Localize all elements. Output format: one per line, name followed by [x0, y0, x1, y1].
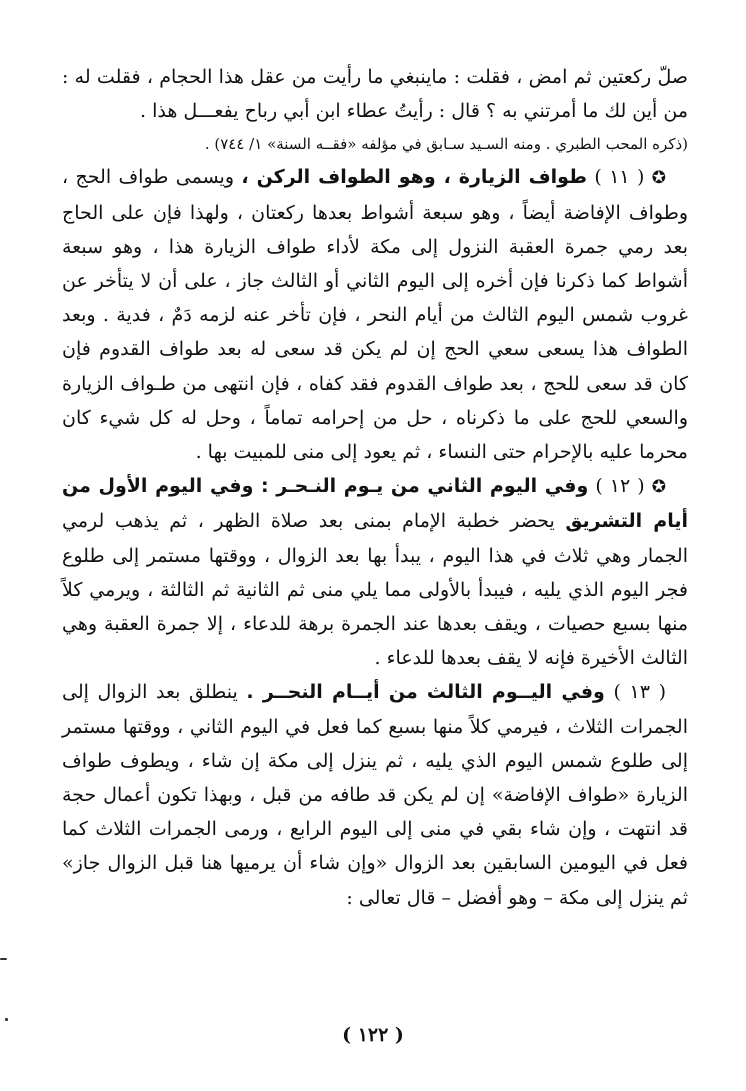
citation-note-text: (ذكره المحب الطبري . ومنه السـيد سـابق في مؤلفه «فقــه السنة» ١/ ٧٤٤) .	[204, 135, 688, 154]
section-11-text: ويسمى طواف الحج ، وطواف الإفاضة أيضاً ، وهو سبعة أشواط بعدها ركعتان ، ولهذا فإن على الحاج بعد رمي جمرة العقبة النزول إلى مكة لأداء طواف الزيارة هذا ، وهو سبعة أشواط كما ذكرنا فإن أخره إلى اليوم الثاني أو الثالث جاز ، على أن لا يتأخر عن غروب شمس اليوم الثالث من أيام النحر ، فإن تأخر عنه لزمه دَمٌ ، فدية . وبعد الطواف هذا يسعى سعي الحج إن لم يكن قد سعى له بعد طواف القدوم فإن كان قد سعى للحج ، بعد طواف القدوم فقد كفاه ، فإن انتهى من طـواف الزيارة والسعي للحج على ما ذكرناه ، حل من إحرامه تماماً ، وحل له كل شيء كان محرما عليه بالإحرام حتى النساء ، ثم يعود إلى منى للمبيت بها .	[62, 166, 688, 464]
section-12-number: ( ١٢ )	[595, 475, 645, 498]
scan-artifact-mark	[5, 1018, 8, 1021]
section-11	[62, 160, 688, 469]
star-bullet-icon: ✪	[651, 168, 667, 189]
page-number: ( ١٢٢ )	[342, 1024, 404, 1046]
section-13-text: ينطلق بعد الزوال إلى الجمرات الثلاث ، فيرمي كلاً منها بسبع كما فعل في اليوم الثاني ، ووقتها مستمر إلى طلوع شمس اليوم الذي يليه ، ثم ينزل إلى مكة إن شاء ، ويطوف طواف الزيارة «طواف الإفاضة» إن لم يكن قد طافه من قبل ، وبهذا تكون أعمال حجة قد انتهت ، وإن شاء بقي في منى إلى اليوم الرابع ، ورمى الجمرات الثلاث كما فعل في اليومين السابقين بعد الزوال «وإن شاء أن يرميها هنا قبل الزوال جاز» ثم ينزل إلى مكة – وهو أفضل – قال تعالى :	[62, 681, 688, 909]
paragraph-intro	[62, 60, 688, 128]
section-13-heading: وفي اليــوم الثالث من أيــام النحــر .	[246, 681, 605, 704]
section-13	[62, 675, 688, 914]
section-12-heading: وفي اليوم الثاني من يـوم النـحـر : وفي اليوم الأول من أيام التشريق	[62, 475, 689, 533]
page-body	[62, 60, 688, 915]
paragraph-intro-text: صلّ ركعتين ثم امض ، فقلت : ماينبغي ما رأيت من عقل هذا الحجام ، فقلت له : من أين لك ما أمرتني به ؟ قال : رأيتُ عطاء ابن أبي رباح يفعـــل هذا .	[62, 66, 688, 123]
section-13-number: ( ١٣ )	[613, 681, 666, 704]
section-11-heading: طواف الزيارة ، وهو الطواف الركن ،	[241, 166, 587, 189]
section-12-text: يحضر خطبة الإمام بمنى بعد صلاة الظهر ، ثم يذهب لرمي الجمار وهي ثلاث في هذا اليوم ، يبدأ بها بعد الزوال ، ووقتها مستمر إلى طلوع فجر اليوم الذي يليه ، فيبدأ بالأولى مما يلي منى ثم الثانية ثم الثالثة ، ويرمي كلاً منها بسبع حصيات ، ويقف بعدها عند الجمرة برهة للدعاء ، إلا جمرة العقبة وهي الثالث الأخيرة فإنه لا يقف بعدها للدعاء .	[62, 510, 688, 670]
star-bullet-icon: ✪	[651, 477, 666, 498]
section-11-number: ( ١١ )	[594, 166, 645, 189]
scan-artifact-mark	[0, 958, 7, 960]
citation-note	[62, 128, 688, 160]
section-12	[62, 469, 688, 675]
